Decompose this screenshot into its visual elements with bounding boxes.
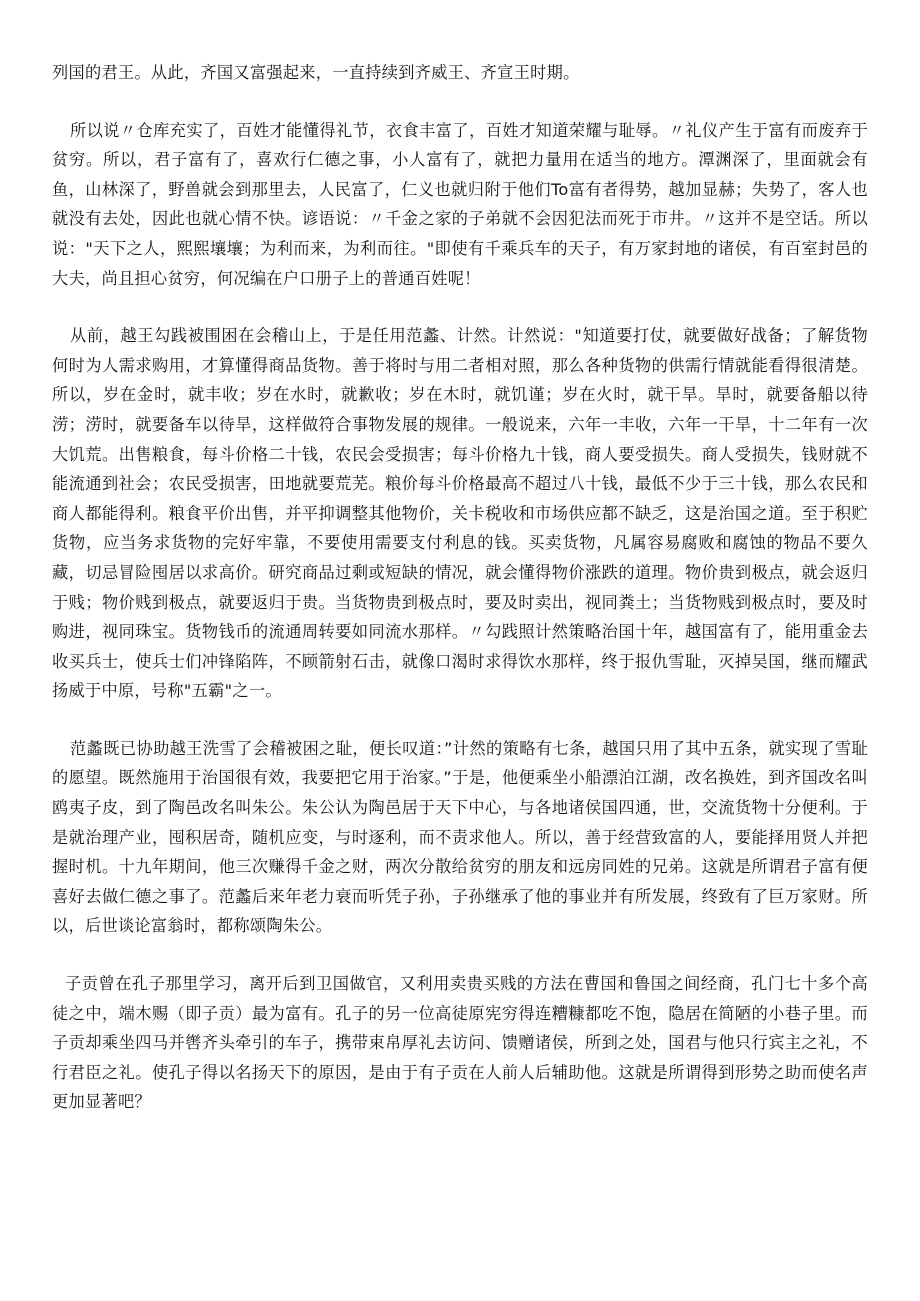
paragraph-goujian-jiran: 从前，越王勾践被围困在会稽山上，于是任用范蠡、计然。计然说："知道要打仗，就要做好战备；了解货物何时为人需求购用，才算懂得商品货物。善于将时与用二者相对照，那么各种货物的供需行情就能看得很清楚。所以，岁在金时，就丰收；岁在水时，就歉收；岁在木时，就饥谨；岁在火时，就干旱。旱时，就要备船以待涝；涝时，就要备车以待旱，这样做符合事物发展的规律。一般说来，六年一丰收，六年一干旱，十二年有一次大饥荒。出售粮食，每斗价格二十钱，农民会受损害；每斗价格九十钱，商人要受损失。商人受损失，钱财就不能流通到社会；农民受损害，田地就要荒芜。粮价每斗价格最高不超过八十钱，最低不少于三十钱，那么农民和商人都能得利。粮食平价出售，并平抑调整其他物价，关卡税收和市场供应都不缺乏，这是治国之道。至于积贮货物，应当务求货物的完好牢靠，不要使用需要支付利息的钱。买卖货物，凡属容易腐败和腐蚀的物品不要久藏，切忌冒险囤居以求高价。研究商品过剩或短缺的情况，就会懂得物价涨跌的道理。物价贵到极点，就会返归于贱；物价贱到极点，就要返归于贵。当货物贵到极点时，要及时卖出，视同粪土；当货物贱到极点时，要及时购进，视同珠宝。货物钱币的流通周转要如同流水那样。〃勾践照计然策略治国十年，越国富有了，能用重金去收买兵士，使兵士们冲锋陷阵，不顾箭射石击，就像口渴时求得饮水那样，终于报仇雪耻，灭掉吴国，继而耀武扬威于中原，号称"五霸"之一。 bbox=[52, 326, 868, 701]
paragraph-wealth-and-virtue: 所以说〃仓库充实了，百姓才能懂得礼节，衣食丰富了，百姓才知道荣耀与耻辱。〃礼仪产生于富有而废弃于贫穷。所以，君子富有了，喜欢行仁德之事，小人富有了，就把力量用在适当的地方。潭渊深了，里面就会有鱼，山林深了，野兽就会到那里去，人民富了，仁义也就归附于他们To富有者得势，越加显赫；失势了，客人也就没有去处，因此也就心情不快。谚语说：〃千金之家的子弟就不会因犯法而死于市井。〃这并不是空话。所以说："天下之人，熙熙壤壤；为利而来，为利而往。"即使有千乘兵车的天子，有万家封地的诸侯，有百室封邑的大夫，尚且担心贫穷，何况编在户口册子上的普通百姓呢！ bbox=[52, 120, 868, 288]
paragraph-zigong: 子贡曾在孔子那里学习，离开后到卫国做官，又利用卖贵买贱的方法在曹国和鲁国之间经商，孔门七十多个高徒之中，端木赐（即子贡）最为富有。孔子的另一位高徒原宪穷得连糟糠都吃不饱，隐居在简陋的小巷子里。而子贡却乘坐四马并辔齐头牵引的车子，携带束帛厚礼去访问、馈赠诸侯，所到之处，国君与他只行宾主之礼，不行君臣之礼。使孔子得以名扬天下的原因，是由于有子贡在人前人后辅助他。这就是所谓得到形势之助而使名声更加显著吧？ bbox=[52, 974, 868, 1112]
paragraph-fanli-taozhugong: 范蠡既已协助越王洗雪了会稽被困之耻，便长叹道：”计然的策略有七条，越国只用了其中五条，就实现了雪耻的愿望。既然施用于治国很有效，我要把它用于治家。”于是，他便乘坐小船漂泊江湖，改名换姓，到齐国改名叫鸥夷子皮，到了陶邑改名叫朱公。朱公认为陶邑居于天下中心，与各地诸侯国四通，世，交流货物十分便利。于是就治理产业，囤积居奇，随机应变，与时逐利，而不责求他人。所以，善于经营致富的人，要能择用贤人并把握时机。十九年期间，他三次赚得千金之财，两次分散给贫穷的朋友和远房同姓的兄弟。这就是所谓君子富有便喜好去做仁德之事了。范蠡后来年老力衰而听凭子孙，子孙继承了他的事业并有所发展，终致有了巨万家财。所以，后世谈论富翁时，都称颂陶朱公。 bbox=[52, 738, 868, 936]
paragraph-qi-prosperity: 列国的君王。从此，齐国又富强起来，一直持续到齐威王、齐宣王时期。 bbox=[52, 63, 580, 82]
document-page bbox=[52, 58, 868, 1117]
